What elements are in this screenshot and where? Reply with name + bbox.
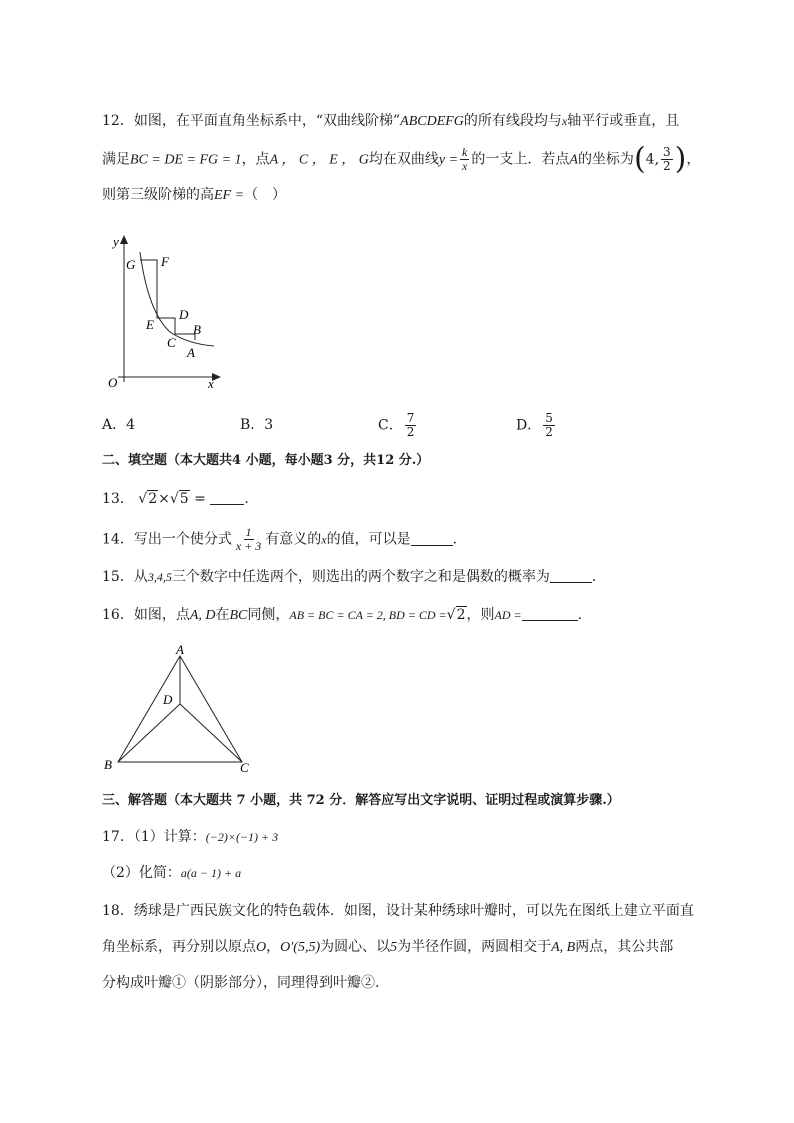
q16-label-A: A: [176, 642, 184, 657]
q12-label-O: O: [108, 375, 118, 390]
q18-line2: 角坐标系，再分别以原点O，O′(5,5)为圆心、以5为半径作圆，两圆相交于A, B两点，其公共部: [102, 939, 674, 955]
q12-label-y: y: [113, 234, 119, 249]
q12-option-c[interactable]: C． $\frac{7}{2}$: [378, 411, 415, 439]
q17-part1: 17．（1）计算：(−2)×(−1) + 3: [102, 829, 279, 845]
q18-line1: 18．绣球是广西民族文化的特色载体．如图，设计某种绣球叶瓣时，可以先在图纸上建立平面直: [102, 903, 694, 919]
q12-option-b[interactable]: B．3: [240, 417, 274, 433]
q12-label-C: C: [167, 335, 176, 350]
q16-label-D: D: [163, 692, 173, 707]
q12-label-F: F: [161, 254, 169, 269]
q13: 13． √2×√5 = .: [102, 491, 249, 507]
q16-label-B: B: [104, 757, 112, 772]
q16: 16．如图，点A, D在BC同侧，AB = BC = CA = 2, BD = CD =√2，则AD = .: [102, 607, 583, 623]
q12-label-A: A: [187, 345, 195, 360]
q12-options: [102, 412, 662, 440]
q12-label-B: B: [193, 322, 201, 337]
q14: 14．写出一个使分式 $\frac{1}{x + 3}$ 有意义的x的值，可以是 .: [102, 525, 458, 553]
q12-label-D: D: [179, 307, 189, 322]
q16-triangle-figure: [100, 638, 260, 778]
q12-label-x: x: [208, 376, 214, 391]
q12-option-a[interactable]: A．4: [102, 417, 136, 433]
q18-line3: 分构成叶瓣①（阴影部分），同理得到叶瓣②.: [102, 975, 380, 991]
q17-part2: （2）化简：a(a − 1) + a: [102, 865, 242, 881]
q12-label-E: E: [146, 317, 154, 332]
q12-line1: 12．如图，在平面直角坐标系中，“双曲线阶梯”ABCDEFG的所有线段均与x轴平行或垂直，且: [102, 113, 680, 129]
q15-answer-blank[interactable]: [550, 568, 592, 583]
q14-answer-blank[interactable]: [411, 531, 453, 546]
q13-answer-blank[interactable]: [210, 490, 244, 505]
section-fill-in-heading: 二、填空题（本大题共4 小题，每小题3 分，共12 分.）: [102, 453, 430, 468]
q12-line2: 满足BC = DE = FG = 1，点A ， C ， E ， G均在双曲线y = $\frac{k}{x}$ 的一支上．若点A的坐标为(4, $\frac{3}{2}$ )，: [102, 141, 701, 177]
q12-staircase-figure: [100, 232, 230, 392]
q12-label-G: G: [126, 257, 136, 272]
section-solutions-heading: 三、解答题（本大题共 7 小题，共 72 分．解答应写出文字说明、证明过程或演算步骤.）: [102, 793, 620, 808]
q15: 15．从3,4,5三个数字中任选两个，则选出的两个数字之和是偶数的概率为 .: [102, 569, 597, 585]
q12-line3: 则第三级阶梯的高EF =（ ）: [102, 187, 287, 203]
q16-answer-blank[interactable]: [522, 606, 578, 621]
q12-option-d[interactable]: D． $\frac{5}{2}$: [516, 411, 553, 439]
q16-label-C: C: [240, 760, 249, 775]
